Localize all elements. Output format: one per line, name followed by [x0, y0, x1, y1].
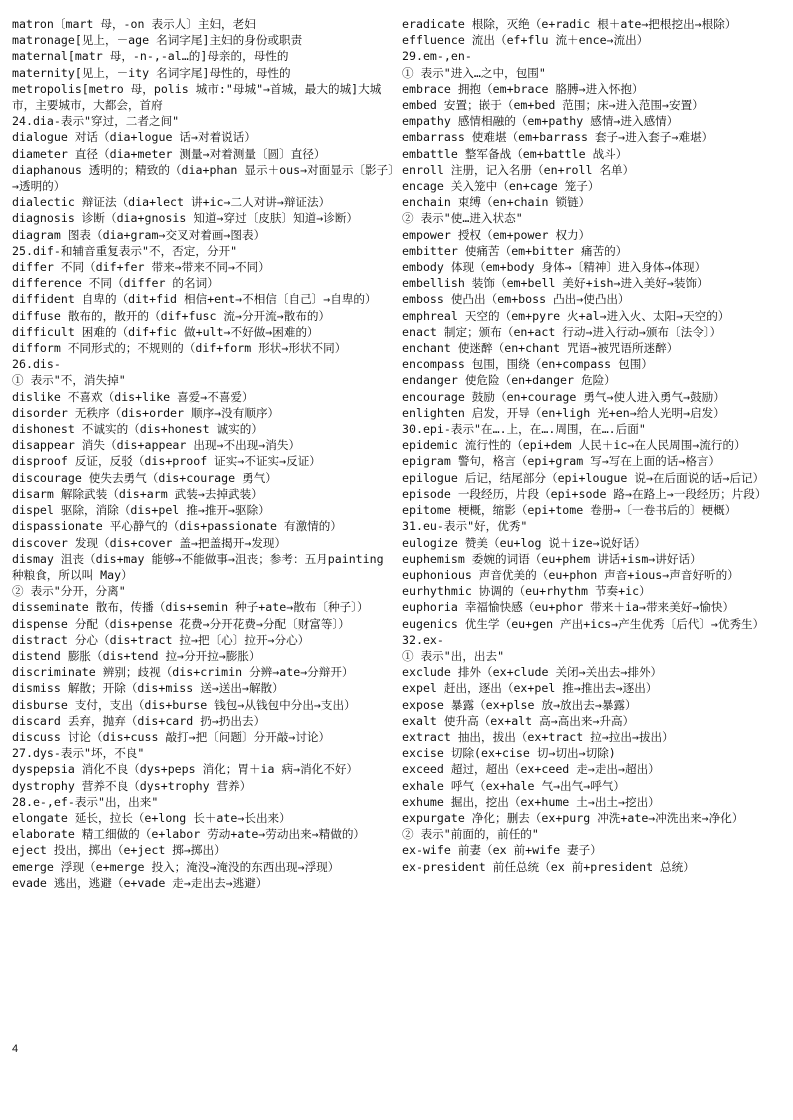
text-line: extract 抽出，拔出（ex+tract 拉→拉出→拔出） [402, 729, 674, 744]
text-line: ② 表示"使…进入状态" [402, 211, 523, 226]
text-line: matronage[见上，－age 名词字尾]主妇的身份或职责 [12, 33, 303, 48]
text-line: embody 体现（em+body 身体→〔精神〕进入身体→体现） [402, 260, 707, 275]
text-line: dismiss 解散；开除（dis+miss 送→送出→解散） [12, 681, 284, 696]
text-line: diffident 自卑的（dit+fid 相信+ent→不相信〔自己〕→自卑的） [12, 292, 377, 307]
text-line: disseminate 散布，传播（dis+semin 种子+ate→散布〔种子〕） [12, 600, 369, 615]
text-line: 24.dia-表示"穿过，二者之间" [12, 114, 180, 129]
text-line: ex-wife 前妻（ex 前+wife 妻子） [402, 843, 602, 858]
text-line: diagram 图表（dia+gram→交叉对着画→图表） [12, 227, 266, 242]
text-line: disburse 支付，支出（dis+burse 钱包→从钱包中分出→支出） [12, 697, 356, 712]
text-line: epigram 警句，格言（epi+gram 写→写在上面的话→格言） [402, 454, 721, 469]
text-line: discourage 使失去勇气（dis+courage 勇气） [12, 470, 277, 485]
text-line: 30.epi-表示"在….上，在….周围，在….后面" [402, 422, 646, 437]
text-line: euphemism 委婉的词语（eu+phem 讲话+ism→讲好话） [402, 551, 702, 566]
text-line: discard 丢弃，抛弃（dis+card 扔→扔出去） [12, 713, 266, 728]
text-line: dispense 分配（dis+pense 花费→分开花费→分配〔财富等〕） [12, 616, 350, 631]
text-line: epilogue 后记，结尾部分（epi+lougue 说→在后面说的话→后记） [402, 470, 765, 485]
text-line: dyspepsia 消化不良（dys+peps 消化；胃＋ia 病→消化不好） [12, 762, 359, 777]
text-line: dispassionate 平心静气的（dis+passionate 有激情的） [12, 519, 342, 534]
text-line: emboss 使凸出（em+boss 凸出→使凸出） [402, 292, 630, 307]
text-line: enroll 注册，记入名册（en+roll 名单） [402, 162, 635, 177]
text-line: exhale 呼气（ex+hale 气→出气→呼气） [402, 778, 626, 793]
text-line: 25.dif-和辅音重复表示"不，否定，分开" [12, 243, 238, 258]
text-line: eurhythmic 协调的（eu+rhythm 节奏+ic） [402, 584, 651, 599]
text-line: encage 关入笼中（en+cage 笼子） [402, 179, 600, 194]
text-line: emphreal 天空的（em+pyre 火+al→进入火、太阳→天空的） [402, 308, 730, 323]
text-line: epidemic 流行性的（epi+dem 人民＋ic→在人民周围→流行的） [402, 438, 746, 453]
text-line: discuss 讨论（dis+cuss 敲打→把〔问题〕分开敲→讨论） [12, 729, 331, 744]
text-line: diaphanous 透明的；精致的（dia+phan 显示＋ous→对面显示〔影子〕→透明的） [12, 162, 395, 194]
text-line: disproof 反证，反驳（dis+proof 证实→不证实→反证） [12, 454, 321, 469]
text-line: matron〔mart 母，-on 表示人〕主妇，老妇 [12, 17, 256, 31]
text-line: ex-president 前任总统（ex 前+president 总统） [402, 859, 695, 874]
text-line: ① 表示"出，出去" [402, 648, 505, 663]
text-line: enlighten 启发，开导（en+ligh 光+en→给人光明→启发） [402, 405, 725, 420]
text-line: ② 表示"分开，分离" [12, 584, 126, 599]
text-line: expose 暴露（ex+plse 放→放出去→暴露） [402, 697, 637, 712]
text-line: disarm 解除武装（dis+arm 武装→去掉武装） [12, 486, 263, 501]
text-line: expurgate 净化；删去（ex+purg 冲洗+ate→冲洗出来→净化） [402, 810, 744, 825]
text-line: difference 不同（differ 的名词） [12, 276, 219, 291]
text-line: ① 表示"不，消失掉" [12, 373, 126, 388]
text-line: eugenics 优生学（eu+gen 产出+ics→产生优秀〔后代〕→优秀生） [402, 616, 765, 631]
text-line: discover 发现（dis+cover 盖→把盖揭开→发现） [12, 535, 287, 550]
text-line: dishonest 不诚实的（dis+honest 诚实的） [12, 422, 263, 437]
text-line: exalt 使升高（ex+alt 高→高出来→升高） [402, 713, 635, 728]
left-column [12, 16, 394, 891]
text-line: dislike 不喜欢（dis+like 喜爱→不喜爱） [12, 389, 254, 404]
text-line: evade 逃出，逃避（e+vade 走→走出去→逃避） [12, 875, 268, 890]
text-line: maternal[matr 母，-n-,-al…的]母亲的，母性的 [12, 49, 289, 64]
text-line: 31.eu-表示"好，优秀" [402, 519, 528, 534]
text-line: elaborate 精工细做的（e+labor 劳动+ate→劳动出来→精做的） [12, 827, 366, 842]
text-line: diagnosis 诊断（dia+gnosis 知道→穿过〔皮肤〕知道→诊断） [12, 211, 359, 226]
text-line: dismay 沮丧（dis+may 能够→不能做事→沮丧；参考：五月painting种粮食，所以叫 May） [12, 551, 384, 582]
text-line: distract 分心（dis+tract 拉→把〔心〕拉开→分心） [12, 632, 310, 647]
text-line: epitome 梗概，缩影（epi+tome 卷册→〔一卷书后的〕梗概） [402, 503, 737, 518]
text-line: disappear 消失（dis+appear 出现→不出现→消失） [12, 438, 301, 453]
text-line: excise 切除(ex+cise 切→切出→切除) [402, 746, 616, 761]
text-line: exclude 排外（ex+clude 关闭→关出去→排外） [402, 665, 663, 680]
text-line: eradicate 根除，灭绝（e+radic 根＋ate→把根挖出→根除） [402, 17, 737, 31]
text-line: metropolis[metro 母，polis 城市:"母城"→首城，最大的城]大城市，主要城市，大都会，首府 [12, 81, 382, 113]
text-line: eulogize 赞美（eu+log 说＋ize→说好话） [402, 535, 646, 550]
text-line: exceed 超过，超出（ex+ceed 走→走出→超出） [402, 762, 660, 777]
text-line: expel 赶出，逐出（ex+pel 推→推出去→逐出） [402, 681, 658, 696]
text-line: endanger 使危险（en+danger 危险） [402, 373, 616, 388]
text-line: exhume 掘出，挖出（ex+hume 土→出土→挖出） [402, 794, 660, 809]
text-line: effluence 流出（ef+flu 流＋ence→流出） [402, 33, 649, 48]
text-line: 28.e-,ef-表示"出，出来" [12, 794, 159, 809]
text-line: dispel 驱除，消除（dis+pel 推→推开→驱除） [12, 503, 270, 518]
text-line: discriminate 辨别；歧视（dis+crimin 分辨→ate→分辩开） [12, 665, 354, 680]
text-line: ② 表示"前面的，前任的" [402, 827, 539, 842]
text-line: 29.em-,en- [402, 49, 472, 64]
text-line: 27.dys-表示"坏，不良" [12, 746, 145, 761]
text-line: embrace 拥抱（em+brace 胳膊→进入怀抱） [402, 81, 644, 96]
text-line: embattle 整军备战（em+battle 战斗） [402, 146, 628, 161]
two-column-layout [12, 16, 787, 891]
text-line: encompass 包围，围绕（en+compass 包围） [402, 357, 653, 372]
text-line: episode 一段经历，片段（epi+sode 路→在路上→一段经历；片段） [402, 486, 767, 501]
text-line: dialectic 辩证法（dia+lect 讲+ic→二人对讲→辩证法） [12, 195, 331, 210]
text-line: dystrophy 营养不良（dys+trophy 营养） [12, 778, 252, 793]
text-line: 32.ex- [402, 632, 444, 647]
text-line: diameter 直径（dia+meter 测量→对着测量〔圆〕直径） [12, 146, 326, 161]
text-line: empathy 感情相融的（em+pathy 感情→进入感情） [402, 114, 679, 129]
text-line: elongate 延长，拉长（e+long 长＋ate→长出来） [12, 810, 291, 825]
text-line: distend 膨胀（dis+tend 拉→分开拉→膨胀） [12, 648, 261, 663]
text-line: empower 授权（em+power 权力） [402, 227, 591, 242]
text-line: enchant 使迷醉（en+chant 咒语→被咒语所迷醉） [402, 341, 679, 356]
page-number: 4 [12, 1043, 19, 1055]
text-line: eject 投出，掷出（e+ject 掷→掷出） [12, 843, 226, 858]
text-line: 26.dis- [12, 357, 61, 372]
text-line: embellish 装饰（em+bell 美好+ish→进入美好→装饰） [402, 276, 709, 291]
text-line: maternity[见上，－ity 名词字尾]母性的，母性的 [12, 65, 291, 80]
text-line: difform 不同形式的；不规则的（dif+form 形状→形状不同） [12, 341, 347, 356]
text-line: embed 安置；嵌于（em+bed 范围；床→进入范围→安置） [402, 98, 704, 113]
text-line: disorder 无秩序（dis+order 顺序→没有顺序） [12, 405, 280, 420]
text-line: enact 制定；颁布（en+act 行动→进入行动→颁布〔法令〕） [402, 324, 722, 339]
text-line: diffuse 散布的，散开的（dif+fusc 流→分开流→散布的） [12, 308, 331, 323]
text-line: emerge 浮现（e+merge 投入；淹没→淹没的东西出现→浮现） [12, 859, 340, 874]
text-line: euphonious 声音优美的（eu+phon 声音+ious→声音好听的） [402, 567, 739, 582]
text-line: differ 不同（dif+fer 带来→带来不同→不同） [12, 260, 270, 275]
text-line: difficult 困难的（dif+fic 做+ult→不好做→困难的） [12, 324, 319, 339]
text-line: embitter 使痛苦（em+bitter 痛苦的） [402, 243, 628, 258]
text-line: dialogue 对话（dia+logue 话→对着说话） [12, 130, 256, 145]
text-line: ① 表示"进入…之中，包围" [402, 65, 546, 80]
right-column [402, 16, 784, 891]
text-line: enchain 束缚（en+chain 锁链） [402, 195, 591, 210]
text-line: embarrass 使难堪（em+barrass 套子→进入套子→难堪） [402, 130, 714, 145]
text-line: euphoria 幸福愉快感（eu+phor 带来＋ia→带来美好→愉快） [402, 600, 735, 615]
text-line: encourage 鼓励（en+courage 勇气→使人进入勇气→鼓励） [402, 389, 725, 404]
